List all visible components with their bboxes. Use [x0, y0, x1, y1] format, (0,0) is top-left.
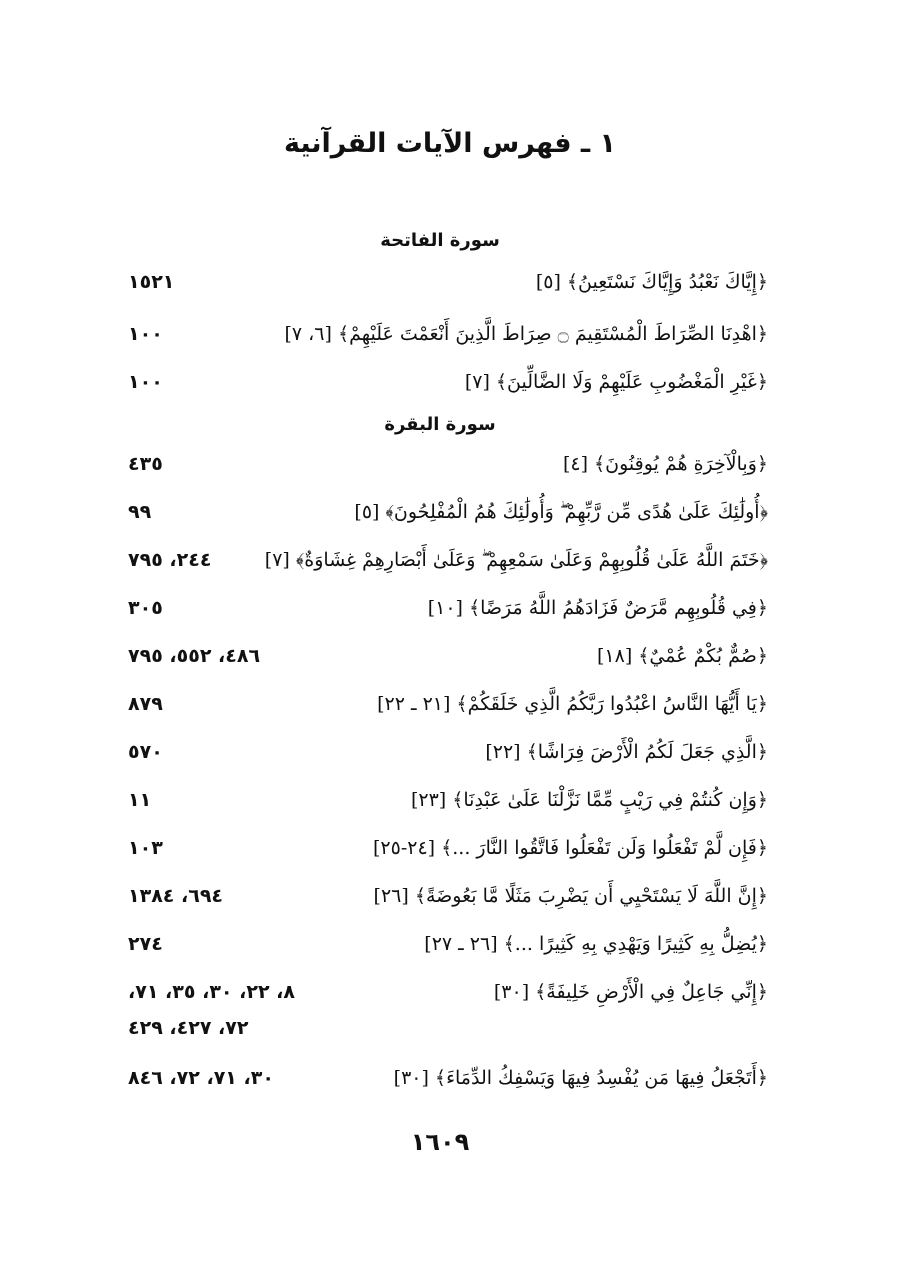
page-references: ٨، ٢٢، ٣٠، ٣٥، ٧١،	[128, 981, 296, 1003]
verse-text: ﴿غَيْرِ الْمَغْضُوبِ عَلَيْهِمْ وَلَا الضَّالِّينَ﴾ [٧]	[464, 371, 768, 393]
verse-text: ﴿فِي قُلُوبِهِم مَّرَضٌ فَزَادَهُمُ اللَّهُ مَرَضًا﴾ [١٠]	[427, 597, 768, 619]
page-references: ٢٤٤، ٧٩٥	[128, 549, 212, 571]
page-number: ١٦٠٩	[410, 1128, 470, 1156]
verse-text: ﴿وَبِالْآخِرَةِ هُمْ يُوقِنُونَ﴾ [٤]	[562, 453, 768, 475]
page-references: ٨٧٩	[128, 693, 163, 715]
index-entry	[0, 1064, 900, 1104]
page-references: ٣٠، ٧١، ٧٢، ٨٤٦	[128, 1067, 274, 1089]
verse-text: ﴿وَإِن كُنتُمْ فِي رَيْبٍ مِّمَّا نَزَّلْنَا عَلَىٰ عَبْدِنَا﴾ [٢٣]	[410, 789, 768, 811]
index-entry	[0, 498, 900, 538]
page-references: ١٠٠	[128, 371, 163, 393]
verse-text: ﴿اهْدِنَا الصِّرَاطَ الْمُسْتَقِيمَ ۝ صِرَاطَ الَّذِينَ أَنْعَمْتَ عَلَيْهِمْ﴾ [٦، ٧]	[284, 323, 768, 345]
index-entry	[0, 642, 900, 682]
index-entry	[0, 546, 900, 586]
surah-heading-baqarah: سورة البقرة	[384, 414, 496, 435]
page-references: ٩٩	[128, 501, 152, 523]
page-references-continued: ٧٢، ٤٢٧، ٤٢٩	[128, 1017, 249, 1039]
page-references: ٣٠٥	[128, 597, 163, 619]
index-entry	[0, 882, 900, 922]
verse-text: ﴿أُولَٰئِكَ عَلَىٰ هُدًى مِّن رَّبِّهِمْ ۖ وَأُولَٰئِكَ هُمُ الْمُفْلِحُونَ﴾ [٥]	[354, 501, 768, 523]
page-references: ١٠٣	[128, 837, 163, 859]
page-references: ٤٨٦، ٥٥٢، ٧٩٥	[128, 645, 261, 667]
page-references: ١٥٢١	[128, 271, 175, 293]
verse-text: ﴿يُضِلُّ بِهِ كَثِيرًا وَيَهْدِي بِهِ كَثِيرًا ...﴾ [٢٦ ـ ٢٧]	[424, 933, 768, 955]
page-references: ٢٧٤	[128, 933, 163, 955]
surah-heading-fatiha: سورة الفاتحة	[380, 230, 500, 251]
index-entry	[0, 834, 900, 874]
verse-text: ﴿فَإِن لَّمْ تَفْعَلُوا وَلَن تَفْعَلُوا فَاتَّقُوا النَّارَ ...﴾ [٢٤-٢٥]	[372, 837, 768, 859]
page-references: ١٠٠	[128, 323, 163, 345]
index-entry	[0, 786, 900, 826]
index-entry	[0, 268, 900, 308]
index-entry	[0, 320, 900, 360]
verse-text: ﴿إِنِّي جَاعِلٌ فِي الْأَرْضِ خَلِيفَةً﴾ [٣٠]	[493, 981, 768, 1003]
page-title: ١ ـ فهرس الآيات القرآنية	[283, 128, 617, 159]
index-entry	[0, 738, 900, 778]
index-entry	[0, 594, 900, 634]
index-entry	[0, 368, 900, 408]
page-references: ١١	[128, 789, 152, 811]
page-references: ٤٣٥	[128, 453, 163, 475]
verse-text: ﴿أَتَجْعَلُ فِيهَا مَن يُفْسِدُ فِيهَا وَيَسْفِكُ الدِّمَاءَ﴾ [٣٠]	[393, 1067, 768, 1089]
page-references: ٦٩٤، ١٣٨٤	[128, 885, 224, 907]
index-entry	[0, 690, 900, 730]
verse-text: ﴿إِنَّ اللَّهَ لَا يَسْتَحْيِي أَن يَضْرِبَ مَثَلًا مَّا بَعُوضَةً﴾ [٢٦]	[373, 885, 768, 907]
index-entry	[0, 930, 900, 970]
index-entry	[0, 978, 900, 1058]
verse-text: ﴿صُمٌّ بُكْمٌ عُمْيٌ﴾ [١٨]	[596, 645, 768, 667]
verse-text: ﴿خَتَمَ اللَّهُ عَلَىٰ قُلُوبِهِمْ وَعَلَىٰ سَمْعِهِمْ ۖ وَعَلَىٰ أَبْصَارِهِمْ غِشَاوَةٌ﴾ [٧]	[264, 549, 768, 571]
verse-text: ﴿يَا أَيُّهَا النَّاسُ اعْبُدُوا رَبَّكُمُ الَّذِي خَلَقَكُمْ﴾ [٢١ ـ ٢٢]	[377, 693, 768, 715]
page-references: ٥٧٠	[128, 741, 163, 763]
verse-text: ﴿الَّذِي جَعَلَ لَكُمُ الْأَرْضَ فِرَاشًا﴾ [٢٢]	[485, 741, 768, 763]
verse-text: ﴿إِيَّاكَ نَعْبُدُ وَإِيَّاكَ نَسْتَعِينُ﴾ [٥]	[535, 271, 768, 293]
index-entry	[0, 450, 900, 490]
